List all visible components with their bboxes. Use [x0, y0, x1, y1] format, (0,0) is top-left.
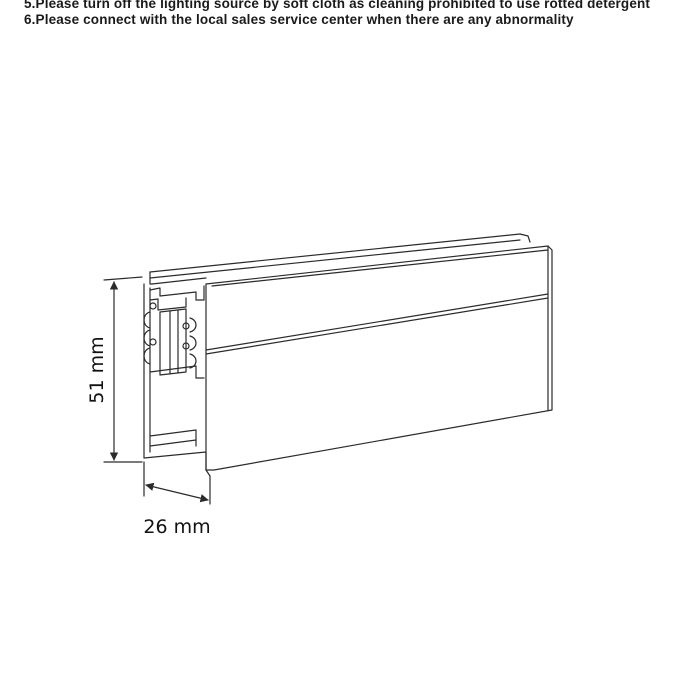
height-dimension: [104, 277, 142, 462]
height-label: 51 mm: [86, 336, 108, 404]
end-profile: [144, 284, 210, 476]
front-face-panel: [206, 246, 552, 470]
width-label: 26 mm: [143, 516, 211, 538]
instruction-line-5: 5.Please turn off the lighting source by soft cloth as cleaning prohibited to use rotted detergent: [24, 0, 651, 11]
top-rail: [150, 234, 530, 284]
width-dimension: [144, 462, 210, 504]
instruction-line-6: 6.Please connect with the local sales service center when there are any abnormality: [24, 12, 574, 27]
